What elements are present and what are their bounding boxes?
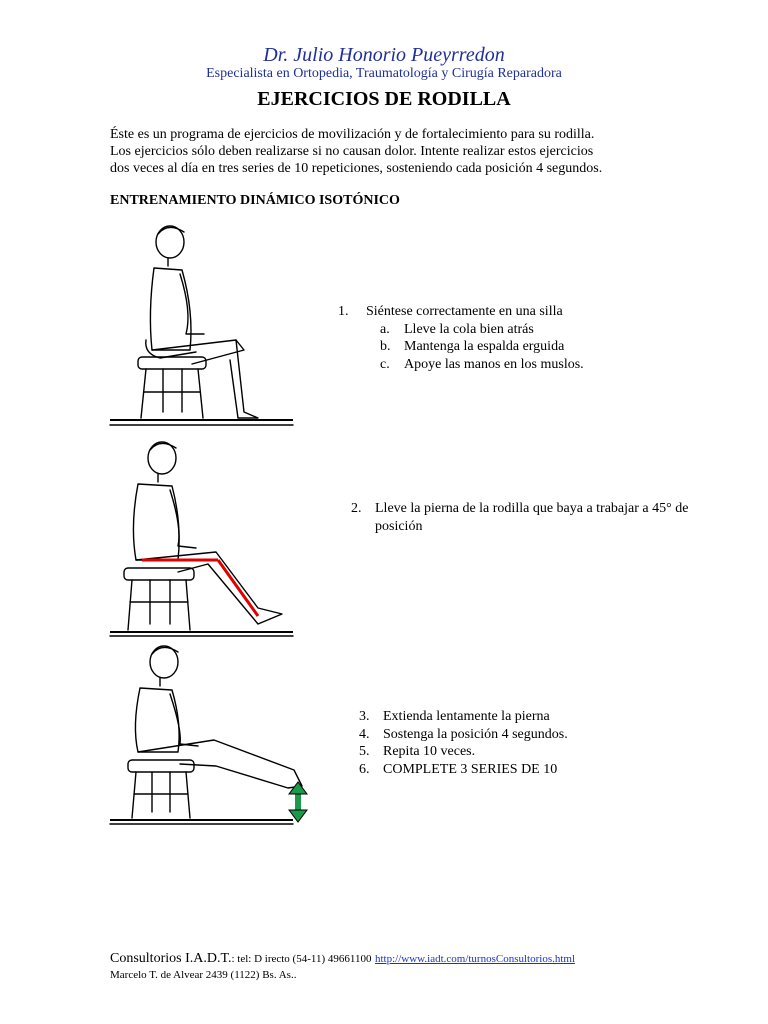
step-2 — [351, 500, 731, 535]
intro-line: Éste es un programa de ejercicios de movilización y de fortalecimiento para su rodilla. — [110, 127, 595, 142]
sub-letter: c. — [380, 356, 390, 372]
page-title: EJERCICIOS DE RODILLA — [257, 88, 511, 110]
step-text-continued: posición — [375, 518, 423, 534]
sub-letter: a. — [380, 321, 390, 337]
step-text: Extienda lentamente la pierna — [383, 709, 550, 724]
sub-text: Mantenga la espalda erguida — [404, 339, 565, 354]
footer-org: Consultorios I.A.D.T. — [110, 951, 232, 966]
doctor-name: Dr. Julio Honorio Pueyrredon — [263, 44, 505, 66]
exercise-illustration-3 — [108, 640, 328, 830]
step-number: 2. — [351, 501, 362, 516]
footer-link[interactable]: http://www.iadt.com/turnosConsultorios.html — [374, 953, 576, 965]
step-text: Repita 10 veces. — [383, 744, 476, 759]
step-1 — [338, 303, 668, 373]
exercise-illustration-1 — [108, 222, 328, 432]
step-number: 1. — [338, 304, 349, 319]
step-text: Sostenga la posición 4 segundos. — [383, 726, 568, 742]
footer-phone: : tel: D irecto (54-11) 49661100 — [231, 953, 372, 965]
footer-contact — [110, 951, 575, 967]
step-text: Siéntese correctamente en una silla — [366, 304, 563, 319]
footer-address: Marcelo T. de Alvear 2439 (1122) Bs. As.. — [110, 969, 297, 981]
intro-line: dos veces al día en tres series de 10 repeticiones, sosteniendo cada posición 4 segundos. — [110, 161, 603, 176]
step-text: COMPLETE 3 SERIES DE 10 — [383, 761, 558, 777]
step-number: 5. — [359, 744, 370, 759]
step-text: Lleve la pierna de la rodilla que baya a trabajar a 45° de — [375, 501, 689, 516]
sub-letter: b. — [380, 339, 391, 354]
specialty: Especialista en Ortopedia, Traumatología y Cirugía Reparadora — [206, 66, 562, 81]
step-number: 3. — [359, 709, 370, 724]
steps-3-6 — [359, 708, 659, 778]
intro-paragraph — [110, 126, 670, 177]
leg-angle-line — [218, 560, 258, 616]
sub-text: Lleve la cola bien atrás — [404, 321, 534, 337]
step-number: 6. — [359, 761, 370, 777]
intro-line: Los ejercicios sólo deben realizarse si no causan dolor. Intente realizar estos ejercicios — [110, 144, 594, 159]
section-title: ENTRENAMIENTO DINÁMICO ISOTÓNICO — [110, 193, 400, 208]
exercise-illustration-2 — [108, 436, 328, 641]
step-number: 4. — [359, 726, 370, 742]
sub-text: Apoye las manos en los muslos. — [404, 356, 584, 372]
